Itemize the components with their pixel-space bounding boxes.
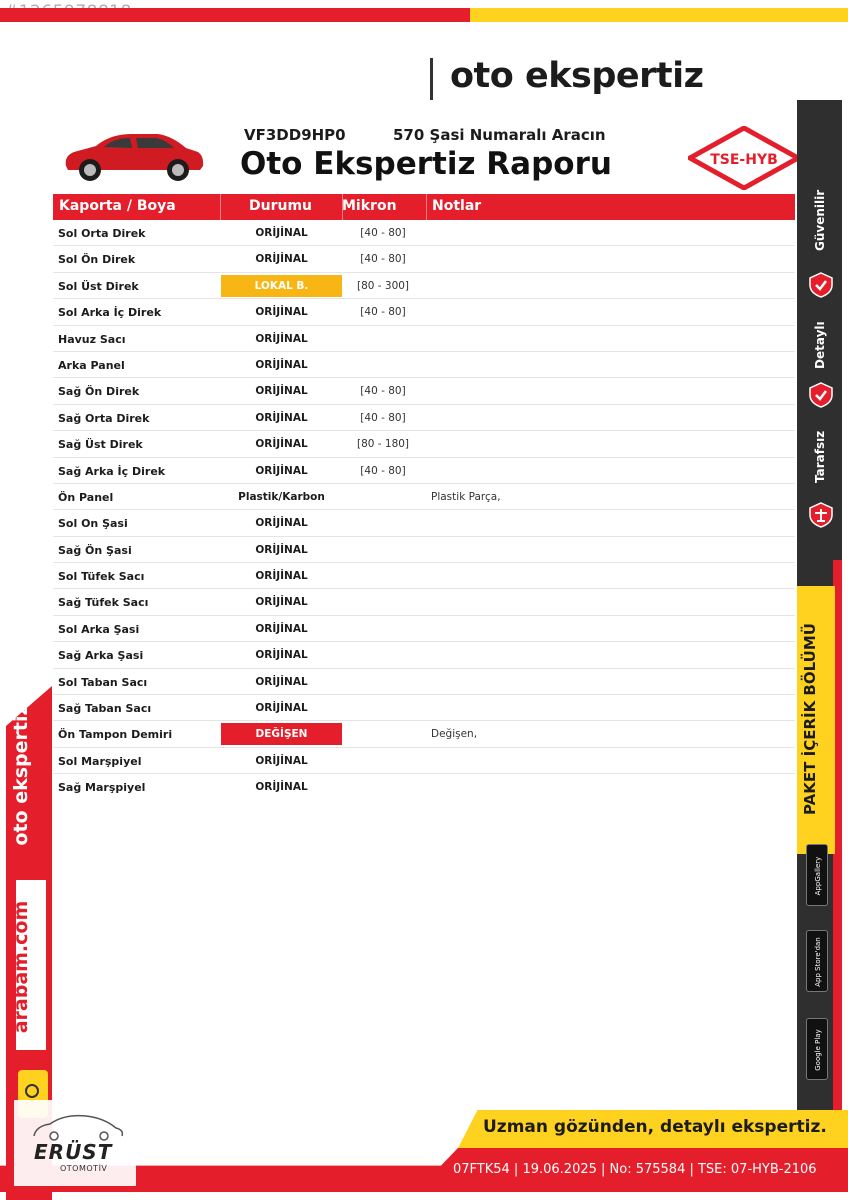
status-value: ORİJİNAL bbox=[255, 517, 308, 530]
part-name: Sağ Arka Şasi bbox=[58, 649, 144, 663]
part-name: Sol Arka İç Direk bbox=[58, 306, 162, 320]
header-status: Durumu bbox=[249, 198, 313, 214]
part-name: Sol Marşpiyel bbox=[58, 754, 142, 768]
side-word-guvenilir: Güvenilir bbox=[813, 189, 827, 251]
part-name: Sol Arka Şasi bbox=[58, 622, 140, 636]
header-micron: Mikron bbox=[342, 198, 397, 214]
part-name: Sağ Ön Şasi bbox=[58, 543, 132, 557]
part-name: Ön Tampon Demiri bbox=[58, 728, 173, 742]
part-name: Sol Tüfek Sacı bbox=[58, 570, 145, 584]
part-name: Sol On Şasi bbox=[58, 517, 128, 531]
part-name: Sol Ön Direk bbox=[58, 253, 136, 267]
table-row bbox=[53, 246, 795, 272]
table-row bbox=[53, 563, 795, 589]
car-icon bbox=[60, 126, 206, 184]
table-row bbox=[53, 589, 795, 615]
table-row bbox=[53, 431, 795, 457]
part-name: Sol Taban Sacı bbox=[58, 675, 148, 689]
table-row bbox=[53, 510, 795, 536]
part-name: Sağ Marşpiyel bbox=[58, 781, 146, 795]
status-value: ORİJİNAL bbox=[255, 411, 308, 424]
status-value: ORİJİNAL bbox=[255, 227, 308, 239]
header-divider bbox=[220, 194, 221, 220]
app-store-badge[interactable] bbox=[806, 930, 828, 992]
table-row bbox=[53, 774, 795, 800]
package-label: PAKET İÇERİK BÖLÜMÜ bbox=[801, 623, 819, 815]
tse-hyb-text: TSE-HYB bbox=[710, 152, 778, 168]
table-row bbox=[53, 537, 795, 563]
status-value: ORİJİNAL bbox=[255, 570, 308, 583]
notes-value: Değişen, bbox=[431, 728, 478, 741]
table-row bbox=[53, 405, 795, 431]
status-value: ORİJİNAL bbox=[255, 596, 308, 609]
status-value: LOKAL B. bbox=[221, 275, 342, 297]
appgallery-badge[interactable] bbox=[806, 844, 828, 906]
status-value: ORİJİNAL bbox=[255, 622, 308, 635]
table-row bbox=[53, 326, 795, 352]
status-value: ORİJİNAL bbox=[255, 464, 308, 477]
table-row bbox=[53, 642, 795, 668]
footer-slogan: Uzman gözünden, detaylı ekspertiz. bbox=[483, 1117, 827, 1137]
appgallery-label: AppGallery bbox=[814, 856, 822, 896]
arabam-logo: arabam.com bbox=[10, 900, 32, 1034]
table-row bbox=[53, 721, 795, 747]
micron-value: [40 - 80] bbox=[360, 411, 406, 424]
micron-value: [40 - 80] bbox=[360, 306, 406, 319]
dealer-car-icon bbox=[30, 1112, 126, 1142]
header-divider bbox=[426, 194, 427, 220]
part-name: Sağ Taban Sacı bbox=[58, 702, 152, 716]
report-title: Oto Ekspertiz Raporu bbox=[240, 146, 612, 182]
status-value: ORİJİNAL bbox=[255, 754, 308, 767]
part-name: Ön Panel bbox=[58, 490, 114, 504]
chassis-label: 570 Şasi Numaralı Aracın bbox=[393, 126, 606, 144]
status-value: ORİJİNAL bbox=[255, 332, 308, 345]
table-row bbox=[53, 669, 795, 695]
table-row bbox=[53, 616, 795, 642]
micron-value: [40 - 80] bbox=[360, 227, 406, 239]
brand-separator bbox=[430, 58, 433, 100]
app-store-label: App Store'dan bbox=[814, 937, 822, 987]
micron-value: [80 - 300] bbox=[356, 279, 410, 292]
google-play-badge[interactable] bbox=[806, 1018, 828, 1080]
chassis-code: VF3DD9HP0 bbox=[244, 126, 346, 144]
micron-value: [80 - 180] bbox=[356, 438, 410, 451]
table-row bbox=[53, 299, 795, 325]
header-notes: Notlar bbox=[432, 198, 482, 214]
part-name: Sol Orta Direk bbox=[58, 227, 146, 240]
inspection-table bbox=[53, 194, 795, 801]
micron-value: [40 - 80] bbox=[360, 253, 406, 266]
shield-check-icon bbox=[808, 382, 834, 408]
tse-hyb-badge bbox=[688, 126, 800, 190]
brand-logo: oto ekspertiz bbox=[450, 56, 704, 96]
part-name: Havuz Sacı bbox=[58, 332, 126, 346]
part-name: Arka Panel bbox=[58, 358, 125, 372]
shield-scale-icon bbox=[808, 502, 834, 528]
part-name: Sol Üst Direk bbox=[58, 279, 139, 293]
part-name: Sağ Orta Direk bbox=[58, 411, 150, 425]
google-play-label: Google Play bbox=[814, 1029, 822, 1071]
part-name: Sağ Arka İç Direk bbox=[58, 464, 166, 478]
status-value: ORİJİNAL bbox=[255, 702, 308, 715]
status-value: ORİJİNAL bbox=[255, 358, 308, 371]
phone-icon bbox=[25, 1084, 39, 1098]
footer-info: 07FTK54 | 19.06.2025 | No: 575584 | TSE: 07-HYB-2106 bbox=[453, 1162, 817, 1177]
part-name: Sağ Üst Direk bbox=[58, 438, 143, 452]
notes-value: Plastik Parça, bbox=[431, 490, 501, 503]
table-row bbox=[53, 352, 795, 378]
side-word-detayli: Detaylı bbox=[813, 321, 827, 369]
table-header bbox=[53, 194, 795, 220]
status-value: ORİJİNAL bbox=[255, 385, 308, 398]
top-red-bar bbox=[0, 8, 470, 22]
table-row bbox=[53, 378, 795, 404]
table-row bbox=[53, 748, 795, 774]
status-value: ORİJİNAL bbox=[255, 306, 308, 319]
side-word-tarafsiz: Tarafsız bbox=[813, 430, 827, 483]
micron-value: [40 - 80] bbox=[360, 385, 406, 398]
status-value: DEĞİŞEN bbox=[221, 723, 342, 745]
status-value: ORİJİNAL bbox=[255, 543, 308, 556]
left-brand-logo: oto ekspertiz bbox=[10, 704, 32, 846]
status-value: ORİJİNAL bbox=[255, 253, 308, 266]
micron-value: [40 - 80] bbox=[360, 464, 406, 477]
dealer-name: ERÜST bbox=[34, 1140, 113, 1164]
table-row bbox=[53, 695, 795, 721]
table-row bbox=[53, 458, 795, 484]
header-part: Kaporta / Boya bbox=[59, 198, 176, 214]
shield-check-icon bbox=[808, 272, 834, 298]
table-row bbox=[53, 220, 795, 246]
part-name: Sağ Tüfek Sacı bbox=[58, 596, 149, 610]
table-row bbox=[53, 484, 795, 510]
status-value: ORİJİNAL bbox=[255, 438, 308, 451]
table-row bbox=[53, 273, 795, 299]
part-name: Sağ Ön Direk bbox=[58, 385, 140, 399]
status-value: ORİJİNAL bbox=[255, 675, 308, 688]
table-body bbox=[53, 220, 795, 801]
status-value: ORİJİNAL bbox=[255, 649, 308, 662]
top-yellow-bar bbox=[470, 8, 848, 22]
status-value: ORİJİNAL bbox=[255, 781, 308, 794]
status-value: Plastik/Karbon bbox=[238, 490, 325, 503]
dealer-subtitle: OTOMOTİV bbox=[60, 1164, 108, 1173]
